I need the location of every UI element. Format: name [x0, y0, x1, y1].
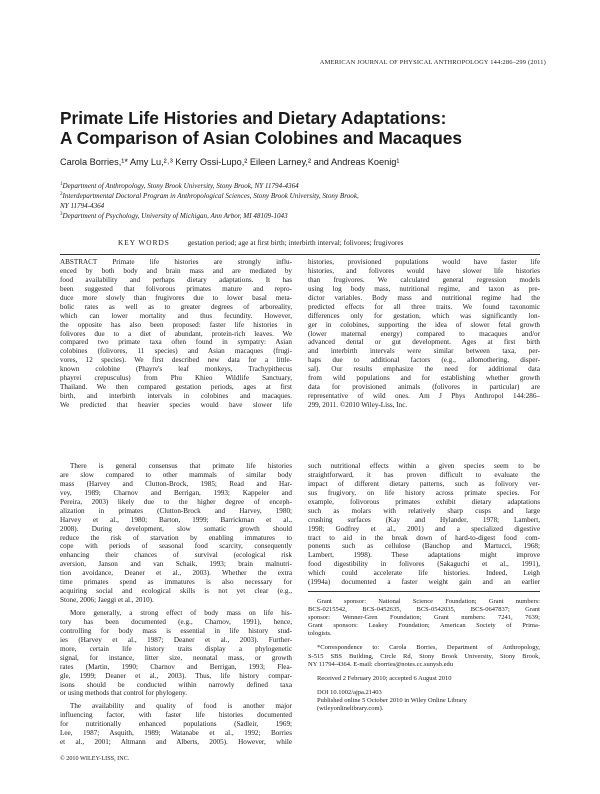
abstract-line: differences only for gestation, which was significantly lon-: [308, 311, 540, 320]
body-line: There is general consensus that primate life histories: [70, 462, 292, 470]
body-line: are slow compared to other mammals of similar body: [60, 470, 292, 479]
body-line: More generally, a strong effect of body mass on life his-: [70, 609, 292, 617]
abstract-line: predicted effects for all three traits. We found taxonomic: [308, 302, 540, 311]
affiliation-text: Department of Psychology, University of Michigan, Ann Arbor, MI 48109-1043: [62, 212, 288, 220]
body-line: acquiring social and ecological skills is not yet clear (e.g.,: [60, 587, 292, 596]
body-line: such nutritional effects within a given species seem to be: [308, 462, 540, 470]
abstract-line: We predicted that heavier species would have slower life: [60, 401, 292, 409]
abstract-line: the opposite has also been proposed: faster life histories in: [60, 320, 292, 329]
body-line: for nutritionally enhanced populations (Sadleir, 1969;: [60, 720, 292, 729]
body-line: 1998; Godfrey et al., 2001) and a specialized digestive: [308, 524, 540, 533]
body-line: gle, 1999; Deaner et al., 2003). Thus, life history compar-: [60, 671, 292, 680]
doi-line: Published online 5 October 2010 in Wiley Online Library: [317, 696, 467, 704]
author-list: Carola Borries,¹* Amy Lu,²˒³ Kerry Ossi-Lupo,² Eileen Larney,² and Andreas Koenig¹: [60, 157, 400, 167]
affiliation-text: Department of Anthropology, Stony Brook University, Stony Brook, NY 11794-4364: [62, 182, 299, 190]
footnote-correspondence-line: S-515 SBS Building, Circle Rd, Stony Brook University, Stony Brook,: [308, 652, 540, 660]
body-line: crushing surfaces (Kay and Hylander, 1978; Lambert,: [308, 515, 540, 524]
abstract-line: representative of wild ones. Am J Phys Anthropol 144:286–: [308, 392, 540, 401]
abstract-right-column: [308, 258, 540, 410]
abstract-line: dictor variables. Body mass and nutritional regime had the: [308, 293, 540, 302]
article-title: [60, 108, 540, 148]
abstract-line: advanced dental or gut development. Ages at first birth: [308, 338, 540, 347]
abstract-line: histories, provisioned populations would have faster life: [308, 258, 540, 266]
received-date-line: Received 2 February 2010; accepted 6 August 2010: [317, 674, 452, 682]
body-line: tory has been documented (e.g., Charnov, 1991), hence,: [60, 617, 292, 626]
keywords-label: KEY WORDS: [118, 238, 170, 247]
title-line-2: A Comparison of Asian Colobines and Macaques: [60, 128, 463, 148]
body-line: isons should be conducted within narrowly defined taxa: [60, 680, 292, 689]
body-line: alization in primates (Clutton-Brock and Harvey, 1980;: [60, 506, 292, 515]
abstract-line: ABSTRACT Primate life histories are strongly influ-: [60, 258, 292, 266]
body-line: enhancing their chances of survival (ecological risk: [60, 551, 292, 560]
body-line: sus frugivory, on life history across primate species. For: [308, 488, 540, 497]
body-line: influencing factor, with faster life histories documented: [60, 711, 292, 720]
body-line: Pereira, 2003) likely due to the higher degree of enceph-: [60, 497, 292, 506]
footnote-correspondence-line: *Correspondence to: Carola Borries, Department of Anthropology,: [317, 644, 540, 652]
body-line: straightforward, it has proven difficult to evaluate the: [308, 470, 540, 479]
abstract-line: Thailand. We then compared gestation periods, ages at first: [60, 383, 292, 392]
keywords-text: gestation period; age at first birth; interbirth interval; folivores; frugivores: [187, 238, 404, 247]
body-line: Harvey et al., 1980; Barton, 1999; Barrickman et al.,: [60, 515, 292, 524]
footnote-grant-line: Grant sponsors: Leakey Foundation; American Society of Prima-: [308, 622, 540, 630]
abstract-line: and interbirth intervals were similar between taxa, per-: [308, 347, 540, 356]
footnote-rule: [308, 591, 540, 592]
affiliation-line: [60, 211, 540, 221]
copyright-notice: © 2010 WILEY-LISS, INC.: [60, 755, 130, 762]
footnote-grant-line: sponsor: Wenner-Gren Foundation; Grant numbers: 7241, 7639;: [308, 614, 540, 622]
body-line: Stone, 2006; Jaeggi et al., 2010).: [60, 596, 154, 605]
journal-header: AMERICAN JOURNAL OF PHYSICAL ANTHROPOLOGY 144:286–299 (2011): [319, 59, 546, 66]
affiliation-text: NY 11794-4364: [60, 202, 105, 210]
body-line: The availability and quality of food is another major: [70, 702, 292, 711]
body-right-column: [308, 462, 540, 587]
abstract-line: sal). Our results emphasize the need for additional data: [308, 365, 540, 374]
body-line: 2008). During development, slow somatic growth should: [60, 524, 292, 533]
abstract-line: duce more slowly than frugivores due to lower basal meta-: [60, 293, 292, 302]
body-line: cope with periods of seasonal food scarcity, consequently: [60, 542, 292, 551]
affiliation-marker: 1: [60, 182, 63, 187]
affiliation-marker: 2: [60, 192, 63, 197]
abstract-line: data for provisioned animals (folivores in particular) are: [308, 383, 540, 392]
body-line: reduce the risk of starvation by enabling immatures to: [60, 533, 292, 542]
body-line: rates (Martin, 1990; Charnov and Berrigan, 1993; Flea-: [60, 662, 292, 671]
footnotes: [308, 598, 540, 713]
body-line: ies (Harvey et al., 1987; Deaner et al., 2003). Further-: [60, 635, 292, 644]
abstract-line: phayrei crepusculus) from Phu Khieo Wildlife Sanctuary,: [60, 374, 292, 383]
abstract-line: (lower maternal energy) compared to macaques and/or: [308, 329, 540, 338]
body-line: (1994a) documented a faster weight gain and an earlier: [308, 578, 540, 587]
abstract-left-column: [60, 258, 292, 410]
body-line: aversion, Janson and van Schaik, 1993; brain malnutri-: [60, 560, 292, 569]
body-line: impact of different dietary patterns, such as folivory ver-: [308, 479, 540, 488]
abstract-line: food availability and perhaps dietary adaptations. It has: [60, 275, 292, 284]
body-line: ponents such as cellulose (Bauchop and Martucci, 1968;: [308, 542, 540, 551]
footnote-correspondence-line: NY 11794-4364. E-mail: cborries@notes.cc.sunysb.edu: [308, 660, 454, 668]
abstract-line: using log body mass, nutritional regime, and taxon as pre-: [308, 284, 540, 293]
abstract-line: haps due to additional factors (e.g., allomothering, disper-: [308, 356, 540, 365]
affiliation-line: [60, 191, 540, 201]
body-line: vey, 1989; Charnov and Berrigan, 1993; Kappeler and: [60, 488, 292, 497]
body-line: mass (Harvey and Clutton-Brock, 1985; Read and Har-: [60, 479, 292, 488]
body-line: time primates spend as immatures is also necessary for: [60, 578, 292, 587]
footnote-grant-line: tologists.: [308, 630, 332, 638]
keywords: [118, 238, 403, 247]
body-line: controlling for body mass is essential in life history stud-: [60, 626, 292, 635]
body-line: tion avoidance, Deaner et al., 2003). Whether the extra: [60, 569, 292, 578]
affiliation-line: [60, 201, 540, 211]
body-left-column: [60, 462, 292, 747]
footnote-grant-line: Grant sponsor: National Science Foundation; Grant numbers:: [317, 598, 540, 605]
body-line: Lambert, 1998). These adaptations might improve: [308, 551, 540, 560]
body-line: et al., 2001; Altmann and Alberts, 2005). However, while: [60, 738, 292, 747]
abstract-line: enced by both body and brain mass and are mediated by: [60, 266, 292, 275]
affiliation-line: [60, 181, 540, 191]
abstract-line: 299, 2011. ©2010 Wiley-Liss, Inc.: [308, 401, 408, 409]
abstract-line: vores, 12 species). We first described new data for a little-: [60, 356, 292, 365]
body-line: more, certain life history traits display a phylogenetic: [60, 644, 292, 653]
abstract-line: folivores due to a diet of abundant, protein-rich leaves. We: [60, 329, 292, 338]
abstract-line: known colobine (Phayre's leaf monkeys, Trachypithecus: [60, 365, 292, 374]
affiliation-marker: 3: [60, 212, 63, 217]
abstract-line: birth, and interbirth intervals in colobines and macaques.: [60, 392, 292, 401]
abstract-line: than frugivores. We calculated general regression models: [308, 275, 540, 284]
abstract-line: compared two primate taxa often found in sympatry: Asian: [60, 338, 292, 347]
abstract-line: bolic rates as well as to greater degrees of arboreality,: [60, 302, 292, 311]
doi-line: DOI 10.1002/ajpa.21403: [317, 688, 382, 696]
abstract-line: been suggested that folivorous primates mature and repro-: [60, 284, 292, 293]
body-line: food digestibility in folivores (Sakaguchi et al., 1991),: [308, 560, 540, 569]
abstract-line: which can lower mortality and thus fecundity. However,: [60, 311, 292, 320]
title-line-1: Primate Life Histories and Dietary Adaptations:: [60, 108, 447, 128]
abstract-line: from wild populations and for establishing whether growth: [308, 374, 540, 383]
affiliations: [60, 181, 540, 221]
body-line: Lee, 1987; Asquith, 1989; Watanabe et al., 1992; Borries: [60, 729, 292, 738]
body-line: signal, for instance, litter size, neonatal mass, or growth: [60, 653, 292, 662]
footnote-grant-line: BCS-0215542, BCS-0452635, BCS-0542035, BCS-0647837; Grant: [308, 606, 540, 614]
body-line: or using methods that control for phylogeny.: [60, 689, 188, 698]
body-line: which could accelerate life histories. Indeed, Leigh: [308, 569, 540, 578]
affiliation-text: Interdepartmental Doctoral Program in Anthropological Sciences, Stony Brook University, Stony Brook,: [62, 192, 359, 200]
abstract-line: ger in colobines, supporting the idea of slower fetal growth: [308, 320, 540, 329]
body-line: such as molars with relatively sharp cusps and large: [308, 506, 540, 515]
body-line: tract to aid in the break down of hard-to-digest food com-: [308, 533, 540, 542]
abstract-top-rule: [60, 254, 540, 255]
body-line: example, folivorous primates exhibit dietary adaptations: [308, 497, 540, 506]
doi-line: (wileyonlinelibrary.com).: [317, 705, 384, 713]
abstract-line: colobines (folivores, 11 species) and Asian macaques (frugi-: [60, 347, 292, 356]
abstract-line: histories, and folivores would have slower life histories: [308, 266, 540, 275]
